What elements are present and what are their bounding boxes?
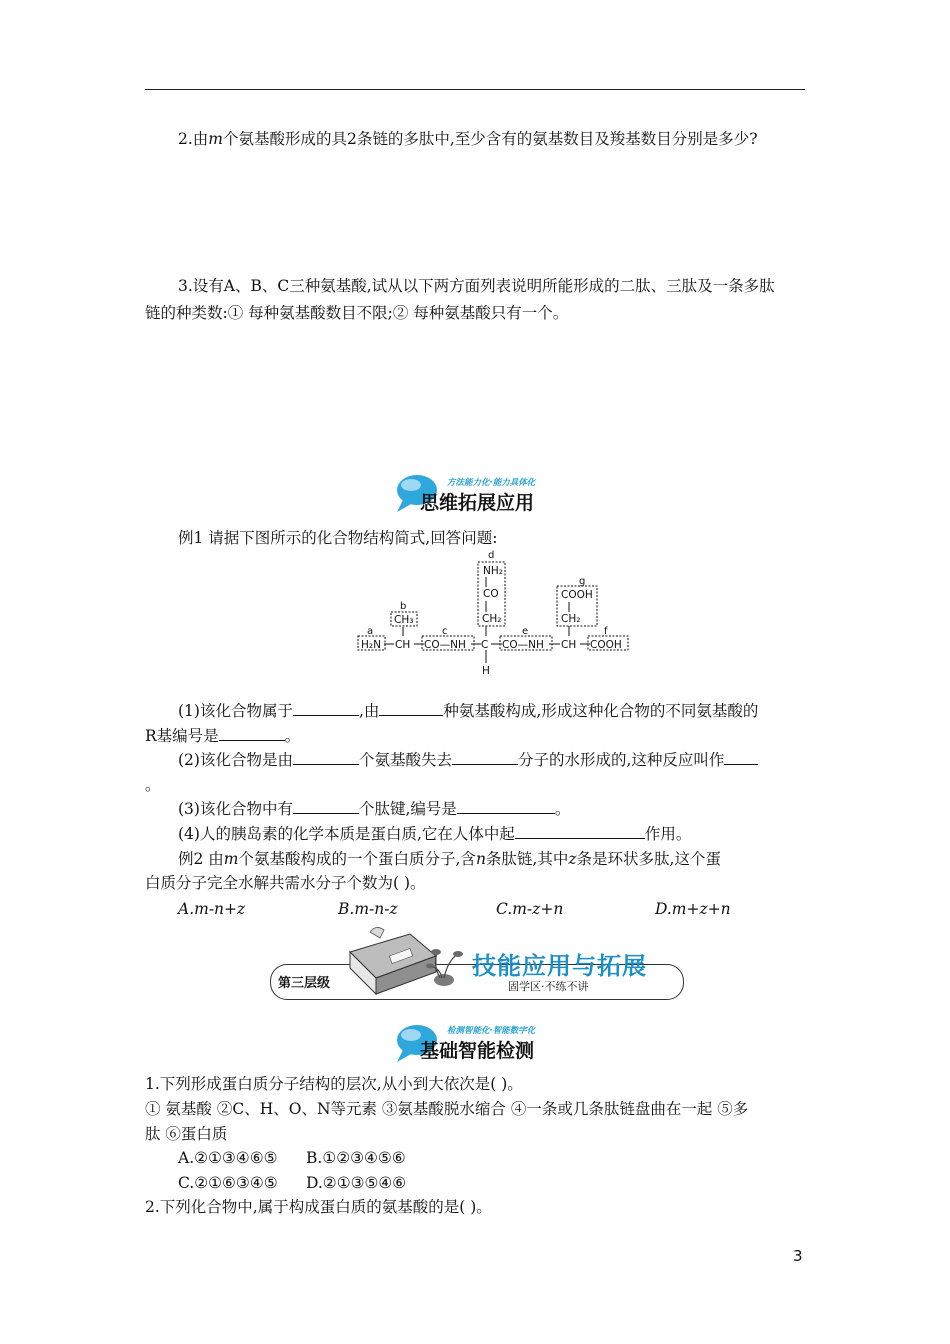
question-2: 2.由m个氨基酸形成的具2条链的多肽中,至少含有的氨基数目及羧基数目分别是多少? [178, 130, 758, 148]
ch2-mid: CH₂ [482, 613, 502, 625]
co-group: CO [483, 588, 499, 600]
ex1-part3: (3)该化合物中有 个肽键,编号是 。 [178, 800, 571, 818]
ch3-group: CH₃ [394, 614, 414, 626]
ex1-part2-line1: (2)该化合物是由 个氨基酸失去 分子的水形成的,这种反应叫作 [178, 750, 758, 770]
ex1-part1-line1: (1)该化合物属于 ,由 种氨基酸构成,形成这种化合物的不同氨基酸的 [178, 702, 759, 720]
level-subtitle: 固学区·不练不讲 [508, 980, 589, 993]
ex2-option-d: D.m+z+n [655, 900, 731, 918]
nh2-group: NH₂ [483, 565, 503, 577]
cooh-g: COOH [561, 589, 593, 601]
h-atom: H [482, 665, 490, 677]
question-3-line1: 3.设有A、B、C三种氨基酸,试从以下两方面列表说明所能形成的二肽、三肽及一条多肽 [178, 277, 775, 295]
h2n-group: H₂N [361, 639, 381, 651]
test1-option-c: C.②①⑥③④⑤ [178, 1174, 278, 1192]
test-question-1-items-line1: ① 氨基酸 ②C、H、O、N等元素 ③氨基酸脱水缩合 ④一条或几条肽链盘曲在一起 ⑤多 [145, 1100, 749, 1118]
compound-structure-diagram [350, 546, 635, 678]
ex2-option-b: B.m-n-z [338, 900, 398, 918]
ex1-part1-line2: R基编号是 。 [145, 727, 301, 745]
banner-subtitle: 检测智能化·智能数字化 [447, 1026, 536, 1036]
test1-option-d: D.②①③⑤④⑥ [306, 1174, 407, 1192]
ex1-part4: (4)人的胰岛素的化学本质是蛋白质,它在人体中起 作用。 [178, 825, 692, 843]
test-question-1: 1.下列形成蛋白质分子结构的层次,从小到大依次是( )。 [145, 1075, 523, 1093]
header-rule [145, 89, 805, 90]
ch2-right: CH₂ [561, 613, 581, 625]
label-d: d [488, 550, 495, 561]
test1-option-b: B.①②③④⑤⑥ [306, 1149, 406, 1167]
example-2-line2: 白质分子完全水解共需水分子个数为( )。 [145, 874, 426, 892]
test1-option-a: A.②①③④⑥⑤ [178, 1149, 278, 1167]
ex2-option-c: C.m-z+n [496, 900, 564, 918]
page-number: 3 [793, 1247, 803, 1265]
ex1-part2-line2: 。 [145, 776, 161, 794]
cooh-f: COOH [590, 639, 622, 651]
test-question-1-items-line2: 肽 ⑥蛋白质 [145, 1125, 228, 1143]
level-title: 技能应用与拓展 [472, 952, 647, 980]
level-label: 第三层级 [278, 976, 331, 991]
section-banner-title: 基础智能检测 [420, 1040, 535, 1062]
example-1-title: 例1 请据下图所示的化合物结构简式,回答问题: [178, 529, 498, 547]
label-g: g [579, 576, 586, 587]
central-carbon: C [481, 639, 489, 651]
label-a: a [367, 626, 374, 637]
book-plant-illustration-icon [340, 922, 468, 1004]
label-b: b [400, 601, 407, 612]
section-banner-title: 思维拓展应用 [420, 492, 535, 514]
label-f: f [604, 626, 608, 637]
ex2-option-a: A.m-n+z [178, 900, 246, 918]
label-c: c [442, 626, 448, 637]
ch-1: CH [395, 639, 411, 651]
ch-2: CH [561, 639, 577, 651]
test-question-2: 2.下列化合物中,属于构成蛋白质的氨基酸的是( )。 [145, 1198, 492, 1216]
example-2-line1: 例2 由m个氨基酸构成的一个蛋白质分子,含n条肽链,其中z条是环状多肽,这个蛋 [178, 850, 721, 868]
peptide-bond-c: CO—NH [424, 639, 466, 651]
label-e: e [522, 626, 529, 637]
question-3-line2: 链的种类数:① 每种氨基酸数目不限;② 每种氨基酸只有一个。 [145, 304, 569, 322]
banner-subtitle: 方法能力化·能力具体化 [447, 478, 536, 488]
peptide-bond-e: CO—NH [502, 639, 544, 651]
